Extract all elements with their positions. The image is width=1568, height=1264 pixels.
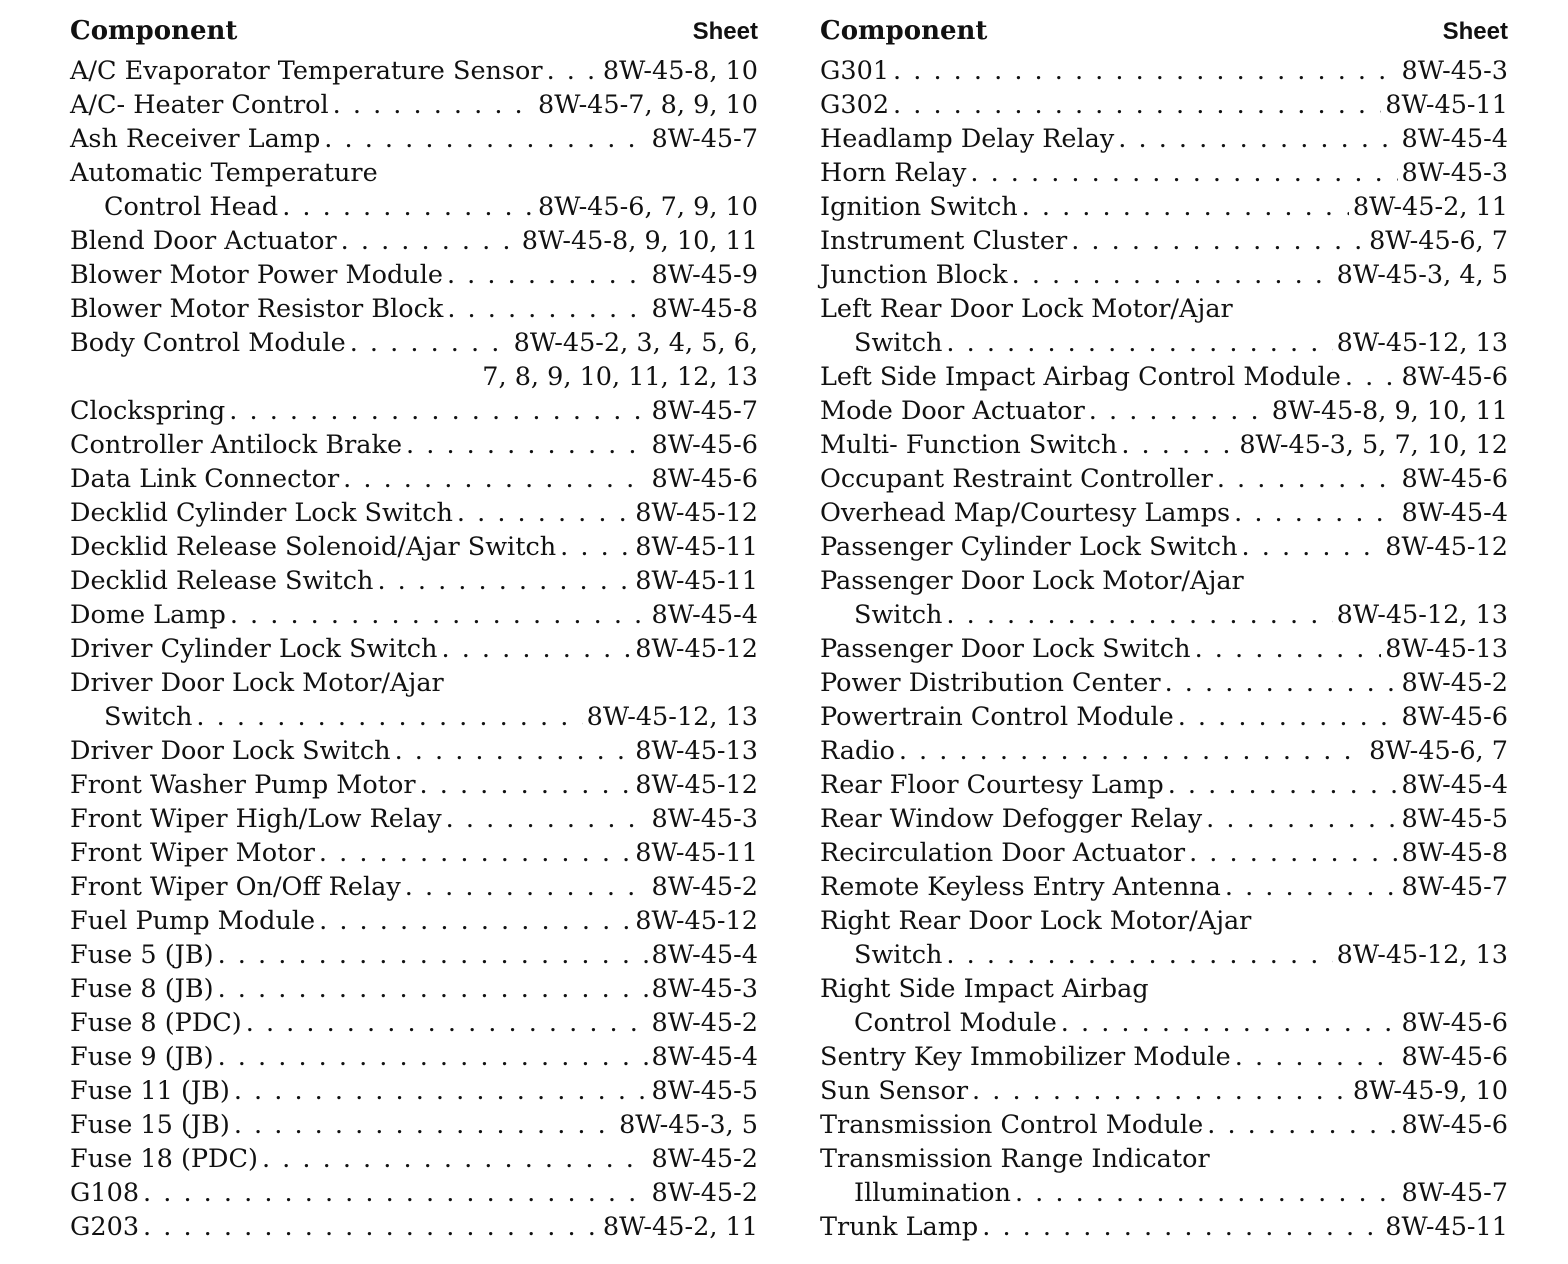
dot-leader [560,530,631,564]
sheet-reference: 8W-45-11 [635,566,758,596]
dot-leader [420,768,632,802]
dot-leader [946,598,1332,632]
sheet-reference: 8W-45-4 [651,940,758,970]
component-entry [70,326,758,394]
sheet-reference: 8W-45-8, 9, 10, 11 [521,226,758,256]
component-entry [70,802,758,836]
component-entry [820,564,1508,632]
component-entry [820,836,1508,870]
dot-leader [1189,836,1397,870]
sheet-reference: 8W-45-7, 8, 9, 10 [537,90,758,120]
component-name: Right Side Impact Airbag [820,974,1149,1004]
sheet-reference: 8W-45-3, 5, 7, 10, 12 [1239,430,1508,460]
component-entry [820,666,1508,700]
sheet-reference: 8W-45-9 [651,260,758,290]
component-entry [70,1006,758,1040]
dot-leader [229,394,647,428]
dot-leader [350,326,510,360]
sheet-reference: 8W-45-3 [1401,56,1508,86]
sheet-reference: 8W-45-2, 11 [1352,192,1508,222]
sheet-reference: 8W-45-7 [651,124,758,154]
component-name: Ash Receiver Lamp [70,124,321,154]
component-entry [70,972,758,1006]
sheet-reference: 8W-45-6 [651,464,758,494]
dot-leader [1121,428,1235,462]
component-name: Powertrain Control Module [820,702,1174,732]
dot-leader [262,1142,648,1176]
component-name: Horn Relay [820,158,967,188]
component-list [820,54,1508,1244]
sheet-reference: 8W-45-7 [651,396,758,426]
component-name: Driver Door Lock Switch [70,736,391,766]
sheet-reference: 8W-45-11 [1385,1212,1508,1242]
dot-leader [893,88,1381,122]
component-entry [70,1040,758,1074]
sheet-reference: 8W-45-13 [635,736,758,766]
component-entry [820,496,1508,530]
sheet-reference: 8W-45-12, 13 [586,702,758,732]
dot-leader [1015,1176,1398,1210]
component-name: Fuel Pump Module [70,906,316,936]
component-name: Illumination [854,1178,1011,1208]
dot-leader [1234,496,1397,530]
dot-leader [405,870,648,904]
component-name: Fuse 9 (JB) [70,1042,214,1072]
component-entry [70,938,758,972]
sheet-reference: 8W-45-3 [651,804,758,834]
sheet-reference: 8W-45-3 [1401,158,1508,188]
dot-leader [230,598,648,632]
sheet-reference: 8W-45-2 [651,1144,758,1174]
sheet-reference: 8W-45-12, 13 [1336,600,1508,630]
component-list [70,54,758,1244]
component-name: Occupant Restraint Controller [820,464,1213,494]
sheet-reference: 8W-45-4 [1401,770,1508,800]
component-entry [820,88,1508,122]
component-entry [70,428,758,462]
component-entry [820,428,1508,462]
component-name: G302 [820,90,890,120]
component-entry [820,224,1508,258]
component-entry [70,870,758,904]
sheet-reference: 8W-45-11 [635,532,758,562]
component-entry [820,292,1508,360]
dot-leader [196,700,582,734]
component-entry [820,1040,1508,1074]
component-entry [820,802,1508,836]
component-heading: Component [820,16,988,46]
sheet-reference: 8W-45-3, 5 [619,1110,758,1140]
component-name: Sun Sensor [820,1076,969,1106]
sheet-reference: 8W-45-6 [1401,362,1508,392]
component-name: Front Wiper On/Off Relay [70,872,401,902]
dot-leader [1207,1108,1397,1142]
dot-leader [377,564,631,598]
component-entry [820,394,1508,428]
dot-leader [447,258,648,292]
component-name: G301 [820,56,890,86]
dot-leader [319,836,631,870]
sheet-reference: 8W-45-11 [1385,90,1508,120]
component-name: Control Module [854,1008,1057,1038]
sheet-reference: 8W-45-12 [1385,532,1508,562]
sheet-reference: 8W-45-2 [651,1008,758,1038]
component-name: Blower Motor Power Module [70,260,443,290]
component-name: Junction Block [820,260,1008,290]
component-entry [70,292,758,326]
dot-leader [1165,666,1398,700]
component-name: Blend Door Actuator [70,226,337,256]
sheet-reference: 8W-45-12 [635,634,758,664]
dot-leader [1168,768,1398,802]
dot-leader [234,1108,615,1142]
component-entry [820,700,1508,734]
component-entry [820,768,1508,802]
sheet-reference: 8W-45-6 [1401,702,1508,732]
dot-leader [218,1040,648,1074]
column-header [820,16,1508,54]
dot-leader [547,54,599,88]
dot-leader [406,428,647,462]
dot-leader [282,190,534,224]
dot-leader [1195,632,1382,666]
component-name: Decklid Release Switch [70,566,374,596]
right-column [820,16,1508,1244]
dot-leader [1061,1006,1398,1040]
component-name: Fuse 18 (PDC) [70,1144,258,1174]
sheet-reference: 8W-45-6 [651,430,758,460]
component-entry [70,1210,758,1244]
component-name: Recirculation Door Actuator [820,838,1186,868]
component-name: Automatic Temperature [70,158,378,188]
sheet-reference: 8W-45-12 [635,498,758,528]
dot-leader [218,938,648,972]
sheet-reference: 8W-45-6, 7 [1369,226,1508,256]
component-entry [70,598,758,632]
sheet-reference: 8W-45-12, 13 [1336,940,1508,970]
component-entry [820,632,1508,666]
dot-leader [1089,394,1268,428]
component-entry [70,394,758,428]
dot-leader [447,292,647,326]
component-entry [70,768,758,802]
dot-leader [970,156,1397,190]
component-name: Fuse 11 (JB) [70,1076,230,1106]
component-name: Front Wiper Motor [70,838,315,868]
sheet-reference: 8W-45-3 [651,974,758,1004]
component-entry [70,564,758,598]
sheet-reference: 8W-45-12 [635,906,758,936]
sheet-reference: 8W-45-2, 3, 4, 5, 6, [513,328,758,358]
dot-leader [441,632,631,666]
dot-leader [341,224,518,258]
component-entry [820,258,1508,292]
component-name: Front Washer Pump Motor [70,770,416,800]
dot-leader [893,54,1397,88]
component-name: Data Link Connector [70,464,340,494]
dot-leader [446,802,648,836]
sheet-reference: 8W-45-8, 9, 10, 11 [1271,396,1508,426]
sheet-reference: 8W-45-8, 10 [602,56,758,86]
component-entry [820,904,1508,972]
dot-leader [1242,530,1382,564]
component-name: Fuse 15 (JB) [70,1110,230,1140]
component-name: Dome Lamp [70,600,226,630]
component-name: Body Control Module [70,328,346,358]
component-name: Rear Floor Courtesy Lamp [820,770,1164,800]
component-name: Driver Door Lock Motor/Ajar [70,668,444,698]
component-entry [820,734,1508,768]
dot-leader [246,1006,648,1040]
component-heading: Component [70,16,238,46]
component-entry [70,258,758,292]
sheet-reference: 8W-45-9, 10 [1352,1076,1508,1106]
component-name: Overhead Map/Courtesy Lamps [820,498,1231,528]
component-entry [820,190,1508,224]
component-name: Multi- Function Switch [820,430,1118,460]
sheet-reference: 8W-45-4 [651,600,758,630]
component-name: Clockspring [70,396,226,426]
dot-leader [1206,802,1397,836]
component-name: Instrument Cluster [820,226,1068,256]
component-entry [820,360,1508,394]
sheet-reference: 8W-45-12 [635,770,758,800]
component-entry [70,666,758,734]
component-entry [70,734,758,768]
sheet-reference: 8W-45-6 [1401,1008,1508,1038]
component-name: Switch [854,940,943,970]
component-entry [820,972,1508,1040]
component-entry [70,462,758,496]
dot-leader [324,122,647,156]
dot-leader [333,88,534,122]
dot-leader [457,496,631,530]
component-name: Left Rear Door Lock Motor/Ajar [820,294,1233,324]
dot-leader [395,734,632,768]
sheet-reference: 8W-45-2, 11 [602,1212,758,1242]
dot-leader [1071,224,1365,258]
component-name: Transmission Control Module [820,1110,1204,1140]
dot-leader [972,1074,1349,1108]
component-entry [70,1108,758,1142]
dot-leader [143,1176,647,1210]
component-name: Controller Antilock Brake [70,430,403,460]
component-entry [70,1176,758,1210]
component-name: Fuse 8 (PDC) [70,1008,242,1038]
component-name: Control Head [104,192,279,222]
component-name: Power Distribution Center [820,668,1161,698]
component-entry [820,530,1508,564]
sheet-reference: 8W-45-11 [635,838,758,868]
dot-leader [218,972,648,1006]
component-name: Passenger Door Lock Switch [820,634,1191,664]
dot-leader [946,938,1332,972]
dot-leader [1225,870,1398,904]
component-name: A/C Evaporator Temperature Sensor [70,56,543,86]
component-name: Decklid Release Solenoid/Ajar Switch [70,532,557,562]
sheet-reference: 7, 8, 9, 10, 11, 12, 13 [482,362,758,392]
component-name: Rear Window Defogger Relay [820,804,1203,834]
component-name: Passenger Door Lock Motor/Ajar [820,566,1244,596]
sheet-reference: 8W-45-6 [1401,1110,1508,1140]
sheet-reference: 8W-45-2 [651,1178,758,1208]
component-name: Right Rear Door Lock Motor/Ajar [820,906,1252,936]
component-name: A/C- Heater Control [70,90,329,120]
dot-leader [982,1210,1381,1244]
sheet-reference: 8W-45-4 [1401,498,1508,528]
component-name: Front Wiper High/Low Relay [70,804,442,834]
component-entry [70,904,758,938]
sheet-reference: 8W-45-8 [651,294,758,324]
component-name: Fuse 8 (JB) [70,974,214,1004]
component-name: G108 [70,1178,140,1208]
sheet-reference: 8W-45-13 [1385,634,1508,664]
component-name: Trunk Lamp [820,1212,979,1242]
component-entry [820,122,1508,156]
column-header [70,16,758,54]
component-entry [70,836,758,870]
sheet-reference: 8W-45-6, 7 [1369,736,1508,766]
component-entry [820,54,1508,88]
sheet-reference: 8W-45-8 [1401,838,1508,868]
sheet-reference: 8W-45-7 [1401,1178,1508,1208]
component-name: G203 [70,1212,140,1242]
component-name: Driver Cylinder Lock Switch [70,634,438,664]
component-entry [820,462,1508,496]
sheet-reference: 8W-45-2 [651,872,758,902]
component-entry [70,88,758,122]
component-name: Transmission Range Indicator [820,1144,1210,1174]
component-entry [70,496,758,530]
component-entry [70,632,758,666]
sheet-reference: 8W-45-6 [1401,464,1508,494]
sheet-heading: Sheet [692,18,758,45]
component-entry [820,1074,1508,1108]
component-name: Passenger Cylinder Lock Switch [820,532,1238,562]
sheet-reference: 8W-45-2 [1401,668,1508,698]
sheet-reference: 8W-45-4 [1401,124,1508,154]
component-name: Blower Motor Resistor Block [70,294,444,324]
sheet-reference: 8W-45-3, 4, 5 [1336,260,1508,290]
sheet-reference: 8W-45-12, 13 [1336,328,1508,358]
dot-leader [1345,360,1398,394]
sheet-reference: 8W-45-6, 7, 9, 10 [537,192,758,222]
dot-leader [343,462,647,496]
dot-leader [234,1074,648,1108]
dot-leader [899,734,1365,768]
component-name: Remote Keyless Entry Antenna [820,872,1221,902]
sheet-reference: 8W-45-7 [1401,872,1508,902]
component-name: Switch [854,328,943,358]
left-column [70,16,758,1244]
component-name: Headlamp Delay Relay [820,124,1115,154]
component-entry [70,1142,758,1176]
component-entry [70,530,758,564]
component-entry [820,870,1508,904]
sheet-reference: 8W-45-6 [1401,1042,1508,1072]
component-entry [70,122,758,156]
dot-leader [1217,462,1398,496]
sheet-reference: 8W-45-5 [1401,804,1508,834]
component-name: Ignition Switch [820,192,1018,222]
sheet-heading: Sheet [1442,18,1508,45]
sheet-reference: 8W-45-4 [651,1042,758,1072]
component-entry [70,156,758,224]
component-name: Fuse 5 (JB) [70,940,214,970]
dot-leader [319,904,631,938]
dot-leader [1012,258,1333,292]
component-name: Sentry Key Immobilizer Module [820,1042,1231,1072]
component-name: Radio [820,736,895,766]
component-name: Switch [854,600,943,630]
component-name: Decklid Cylinder Lock Switch [70,498,453,528]
dot-leader [946,326,1332,360]
dot-leader [1118,122,1397,156]
dot-leader [143,1210,599,1244]
component-entry [820,1142,1508,1210]
dot-leader [1022,190,1349,224]
component-entry [820,1210,1508,1244]
dot-leader [1178,700,1398,734]
component-name: Left Side Impact Airbag Control Module [820,362,1341,392]
component-entry [820,156,1508,190]
component-name: Switch [104,702,193,732]
component-entry [70,54,758,88]
component-entry [70,224,758,258]
component-entry [70,1074,758,1108]
sheet-reference: 8W-45-5 [651,1076,758,1106]
component-name: Mode Door Actuator [820,396,1085,426]
dot-leader [1235,1040,1398,1074]
component-entry [820,1108,1508,1142]
